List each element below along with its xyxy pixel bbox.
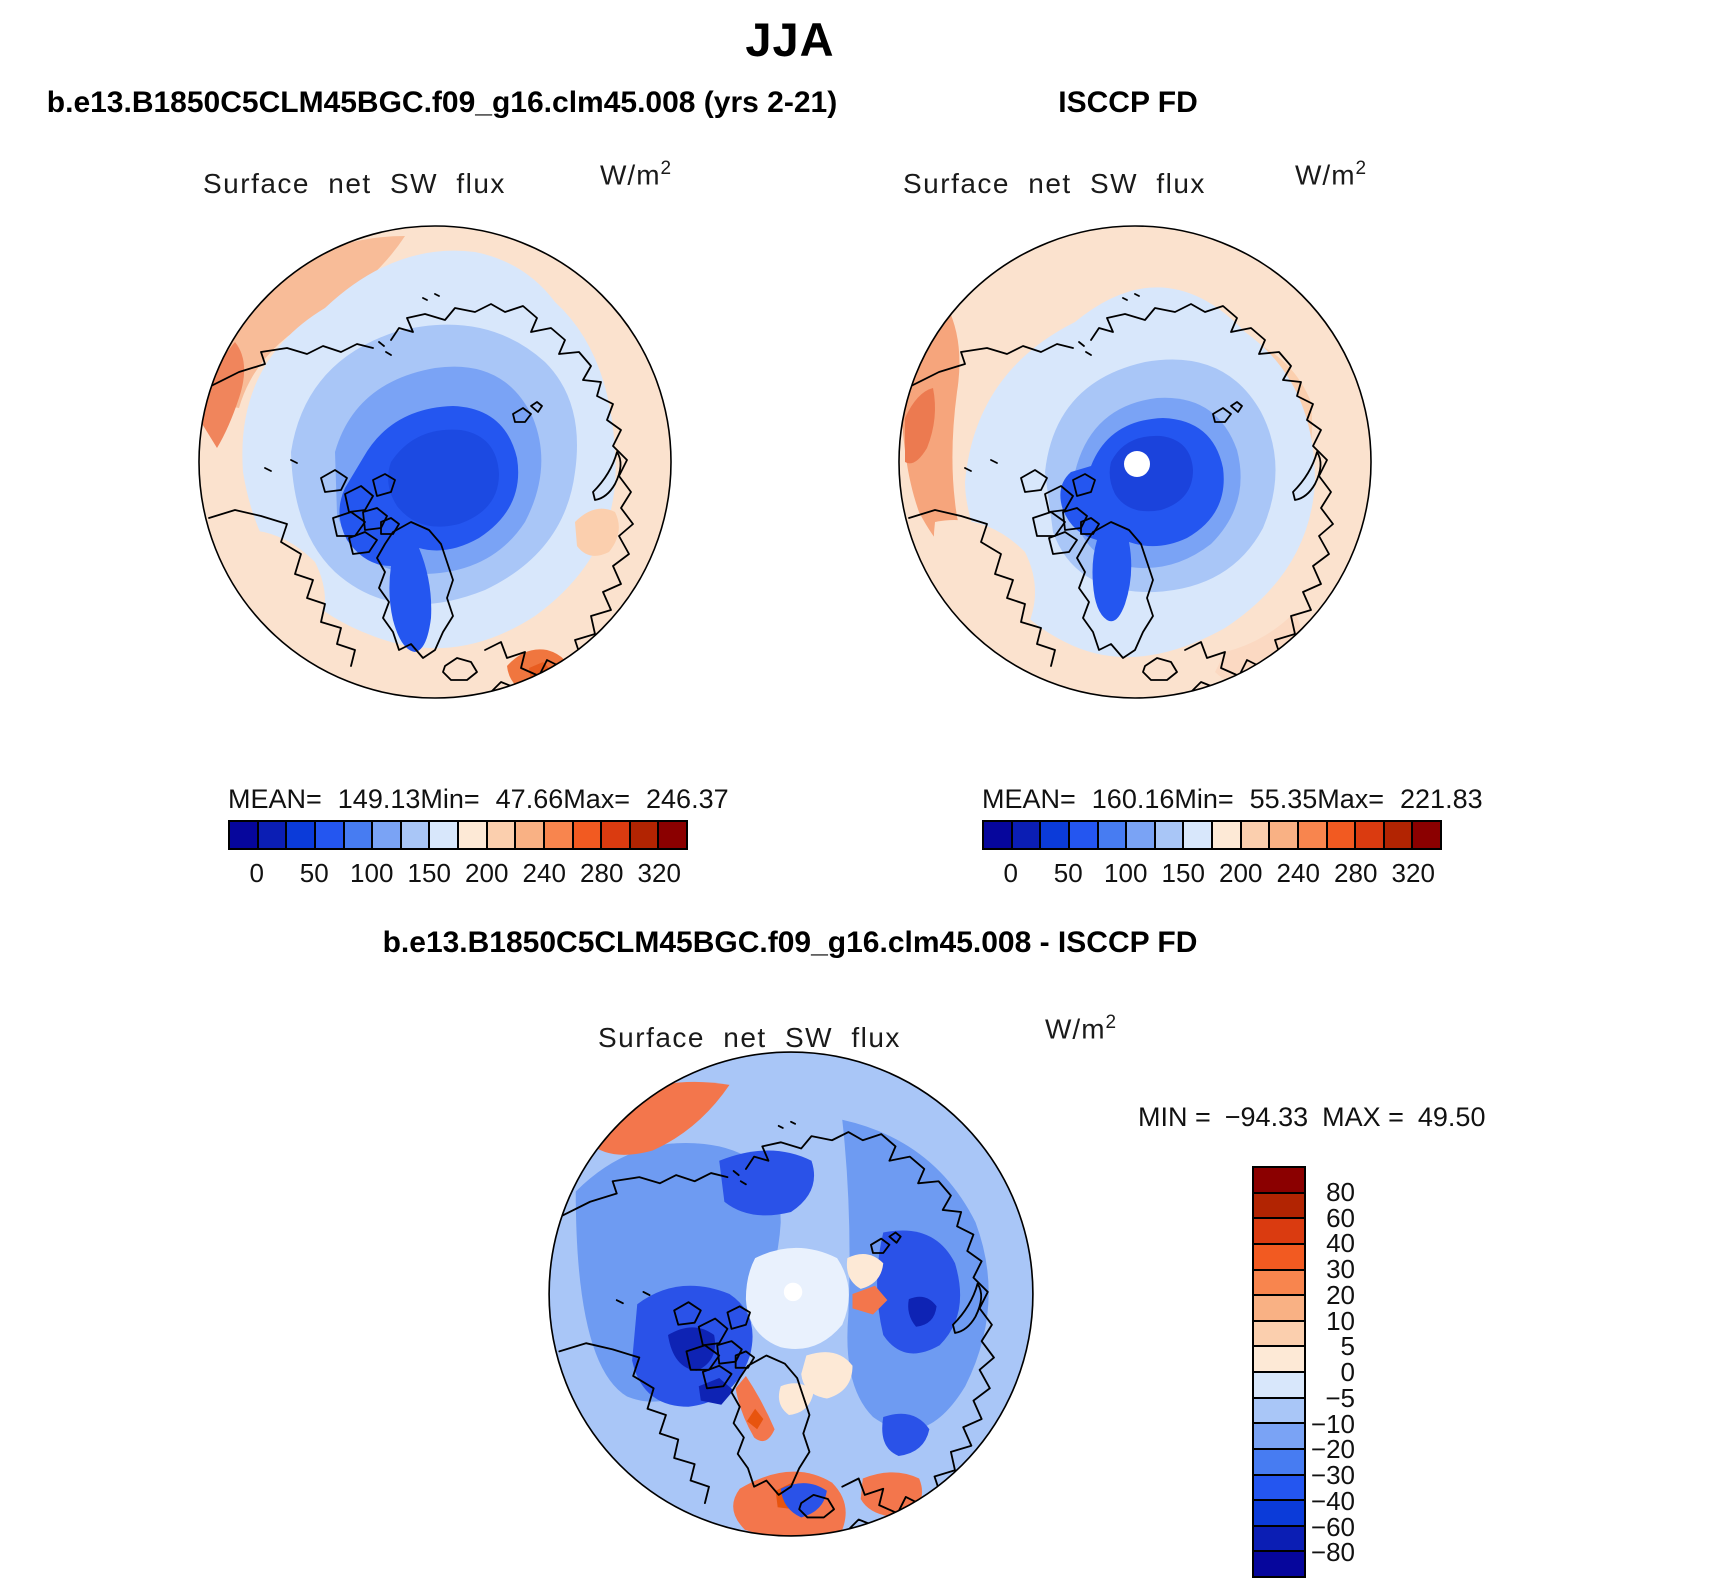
- diff-colorbar-ticks: [1255, 1166, 1355, 1578]
- obs-colorbar: [982, 820, 1442, 850]
- model-stats-row: MEAN= 149.13 Min= 47.66 Max= 246.37: [228, 784, 729, 814]
- colorbar-tick-label: 200: [465, 858, 509, 888]
- colorbar-cell: [259, 822, 288, 848]
- pole-data-hole: [1124, 451, 1150, 477]
- colorbar-tick-label: −30: [1310, 1460, 1355, 1490]
- colorbar-tick-label: 320: [637, 858, 681, 888]
- colorbar-cell: [1270, 822, 1299, 848]
- colorbar-cell: [1385, 822, 1414, 848]
- diff-polar-map: [545, 1048, 1037, 1540]
- colorbar-tick-label: 100: [1104, 858, 1148, 888]
- model-panel-title: b.e13.B1850C5CLM45BGC.f09_g16.clm45.008 (yrs 2-21): [46, 86, 838, 119]
- obs-panel-title: ISCCP FD: [1058, 86, 1198, 119]
- diff-panel-title: b.e13.B1850C5CLM45BGC.f09_g16.clm45.008 - ISCCP FD: [382, 926, 1198, 959]
- colorbar-cell: [516, 822, 545, 848]
- colorbar-cell: [1013, 822, 1042, 848]
- colorbar-tick-label: 30: [1326, 1254, 1355, 1284]
- colorbar-tick-label: 280: [1334, 858, 1378, 888]
- colorbar-cell: [488, 822, 517, 848]
- model-polar-map: [195, 222, 675, 702]
- pole-data-hole: [784, 1283, 802, 1301]
- colorbar-tick-label: −20: [1310, 1434, 1355, 1465]
- colorbar-cell: [984, 822, 1013, 848]
- colorbar-cell: [1099, 822, 1128, 848]
- colorbar-tick-label: 5: [1340, 1331, 1355, 1362]
- colorbar-cell: [545, 822, 574, 848]
- colorbar-cell: [373, 822, 402, 848]
- colorbar-tick-label: −40: [1310, 1485, 1355, 1516]
- colorbar-cell: [1213, 822, 1242, 848]
- model-units-label: $W/m^2$: [600, 158, 673, 191]
- colorbar-tick-label: 150: [407, 858, 451, 888]
- colorbar-cell: [402, 822, 431, 848]
- obs-polar-map: [895, 222, 1375, 702]
- obs-units-label: $W/m^2$: [1295, 158, 1368, 191]
- model-colorbar: [228, 820, 688, 850]
- colorbar-cell: [659, 822, 686, 848]
- colorbar-tick-label: 240: [522, 858, 566, 888]
- colorbar-tick-label: −10: [1310, 1408, 1355, 1439]
- diff-units-label: $W/m^2$: [1045, 1012, 1118, 1045]
- obs-stats-row: MEAN= 160.16 Min= 55.35 Max= 221.83: [982, 784, 1483, 814]
- colorbar-tick-label: 20: [1326, 1279, 1355, 1310]
- colorbar-cell: [1413, 822, 1440, 848]
- colorbar-cell: [1127, 822, 1156, 848]
- colorbar-tick-label: 280: [580, 858, 624, 888]
- colorbar-tick-label: 200: [1219, 858, 1263, 888]
- colorbar-cell: [287, 822, 316, 848]
- diff-stats-row: MIN = −94.33 MAX = 49.50: [1138, 1102, 1486, 1132]
- colorbar-tick-label: 50: [1053, 858, 1083, 888]
- colorbar-cell: [1041, 822, 1070, 848]
- page-title: JJA: [745, 13, 835, 66]
- colorbar-cell: [1328, 822, 1357, 848]
- colorbar-tick-label: 50: [299, 858, 329, 888]
- colorbar-cell: [230, 822, 259, 848]
- colorbar-cell: [459, 822, 488, 848]
- colorbar-cell: [1299, 822, 1328, 848]
- colorbar-cell: [1156, 822, 1185, 848]
- colorbar-tick-label: 0: [1003, 858, 1018, 888]
- colorbar-cell: [1356, 822, 1385, 848]
- colorbar-cell: [345, 822, 374, 848]
- colorbar-cell: [602, 822, 631, 848]
- colorbar-cell: [316, 822, 345, 848]
- colorbar-cell: [574, 822, 603, 848]
- colorbar-tick-label: −5: [1325, 1382, 1355, 1413]
- colorbar-tick-label: 150: [1161, 858, 1205, 888]
- colorbar-tick-label: 240: [1276, 858, 1320, 888]
- colorbar-tick-label: 10: [1326, 1305, 1355, 1336]
- colorbar-tick-label: −80: [1310, 1537, 1355, 1568]
- obs-field-label: Surface net SW flux: [903, 168, 1206, 199]
- obs-colorbar-ticks: [982, 858, 1442, 890]
- colorbar-tick-label: 0: [1340, 1357, 1355, 1387]
- model-colorbar-ticks: [228, 858, 688, 890]
- model-field-label: Surface net SW flux: [203, 168, 506, 199]
- colorbar-cell: [631, 822, 660, 848]
- colorbar-tick-label: 320: [1391, 858, 1435, 888]
- colorbar-cell: [430, 822, 459, 848]
- colorbar-tick-label: 80: [1326, 1176, 1355, 1207]
- colorbar-tick-label: −60: [1310, 1511, 1355, 1542]
- colorbar-cell: [1184, 822, 1213, 848]
- colorbar-tick-label: 0: [249, 858, 264, 888]
- colorbar-cell: [1070, 822, 1099, 848]
- colorbar-tick-label: 100: [350, 858, 394, 888]
- colorbar-tick-label: 40: [1326, 1228, 1355, 1259]
- diff-field-label: Surface net SW flux: [598, 1022, 901, 1053]
- colorbar-cell: [1242, 822, 1271, 848]
- colorbar-tick-label: 60: [1326, 1202, 1355, 1233]
